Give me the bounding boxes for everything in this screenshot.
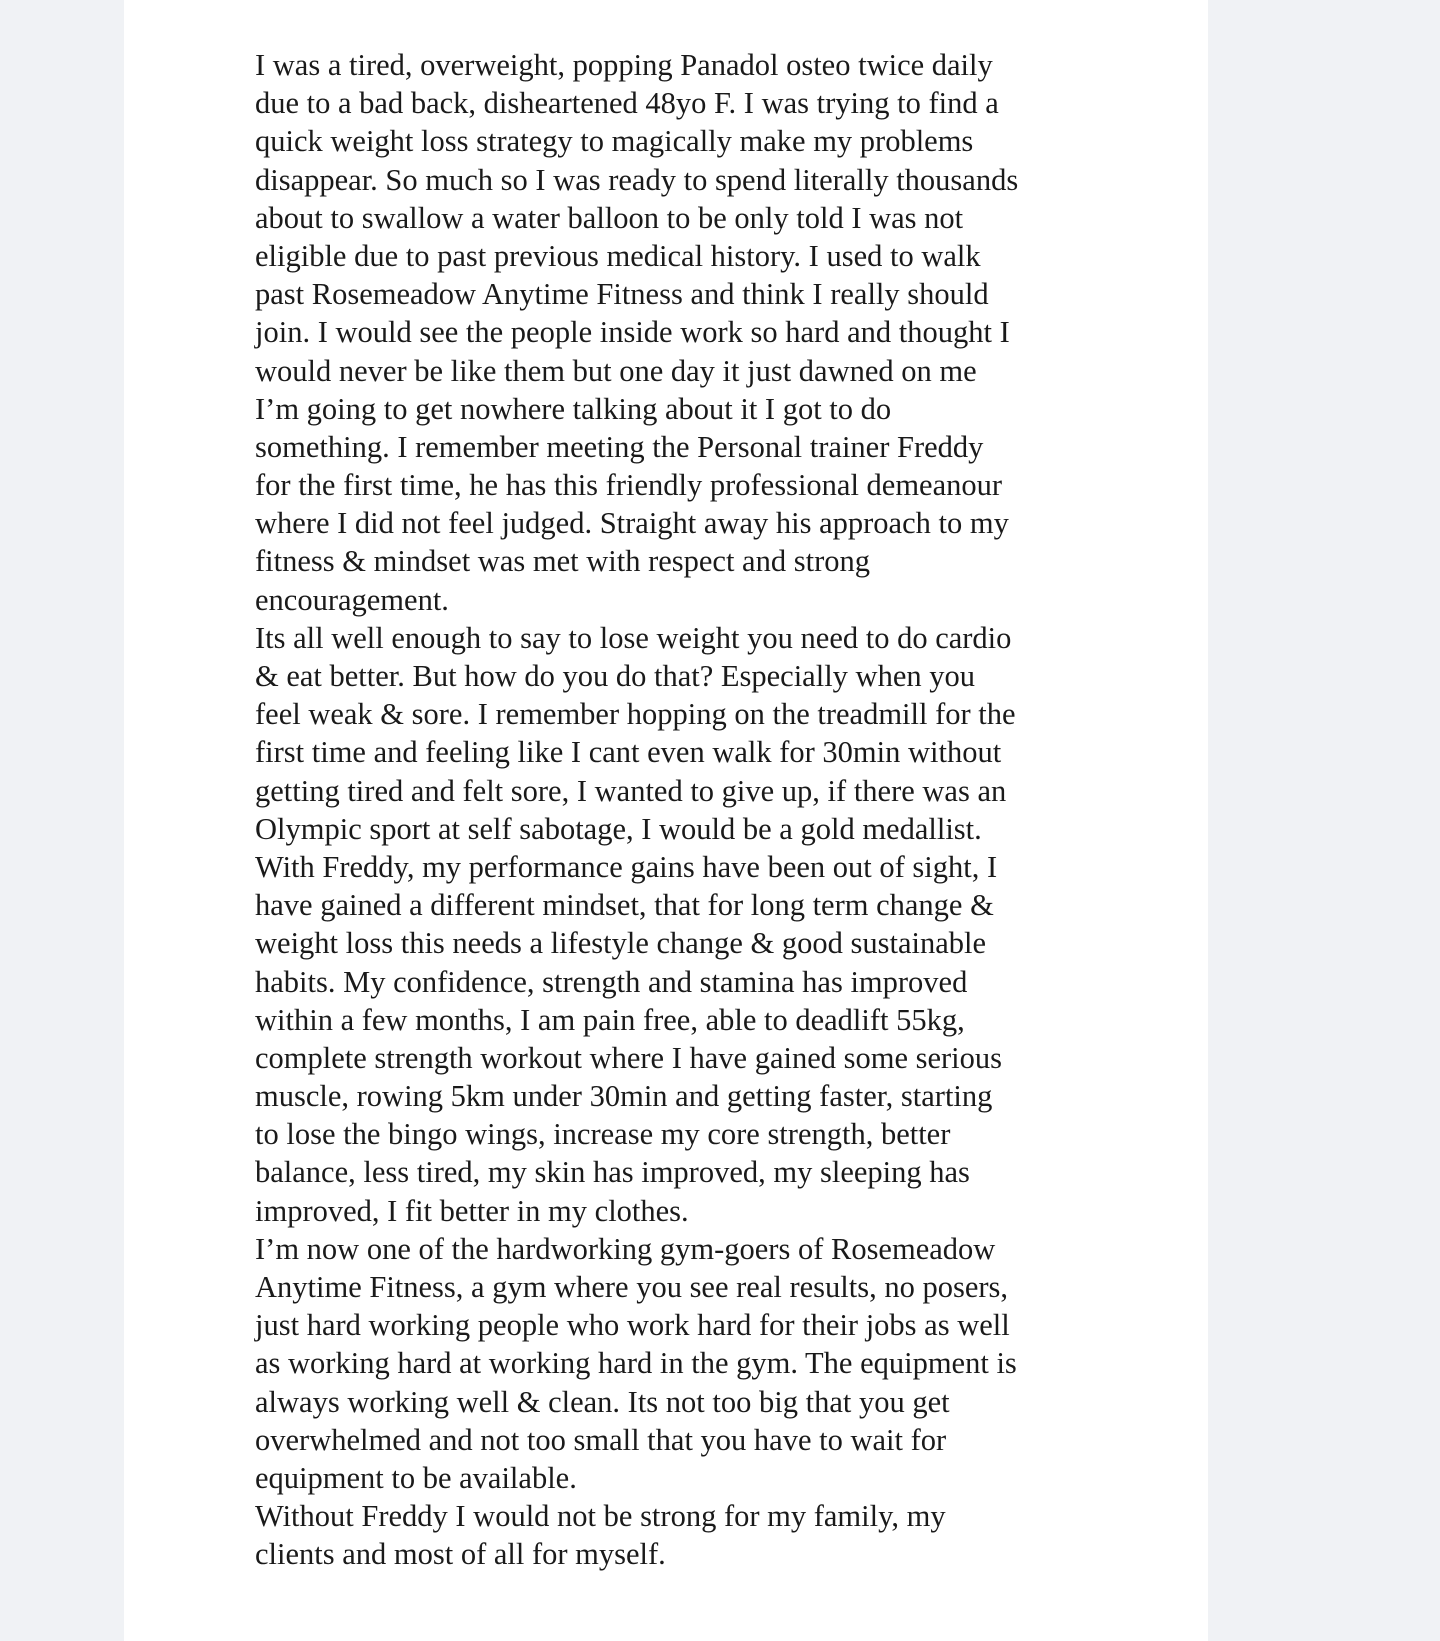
text-line: muscle, rowing 5km under 30min and getting faster, starting xyxy=(255,1079,993,1114)
text-line: With Freddy, my performance gains have been out of sight, I xyxy=(255,849,998,884)
text-line: habits. My confidence, strength and stamina has improved xyxy=(255,964,968,999)
text-line: something. I remember meeting the Personal trainer Freddy xyxy=(255,429,984,464)
text-line: to lose the bingo wings, increase my core strength, better xyxy=(255,1117,951,1152)
text-line: I’m now one of the hardworking gym-goers of Rosemeadow xyxy=(255,1231,996,1266)
text-line: past Rosemeadow Anytime Fitness and think I really should xyxy=(255,277,989,312)
text-line: feel weak & sore. I remember hopping on the treadmill for the xyxy=(255,697,1016,732)
text-line: weight loss this needs a lifestyle change & good sustainable xyxy=(255,926,987,961)
text-line: for the first time, he has this friendly professional demeanour xyxy=(255,468,1003,503)
testimonial-text xyxy=(255,46,1095,1574)
text-line: quick weight loss strategy to magically make my problems xyxy=(255,124,974,159)
text-line: balance, less tired, my skin has improved, my sleeping has xyxy=(255,1155,970,1190)
text-line: have gained a different mindset, that for long term change & xyxy=(255,888,994,923)
text-line: & eat better. But how do you do that? Especially when you xyxy=(255,659,975,693)
text-line: getting tired and felt sore, I wanted to give up, if there was an xyxy=(255,773,1007,808)
text-line: complete strength workout where I have gained some serious xyxy=(255,1040,1003,1075)
text-line: just hard working people who work hard for their jobs as well xyxy=(255,1308,1010,1343)
text-line: encouragement. xyxy=(255,582,449,617)
text-line: fitness & mindset was met with respect and strong xyxy=(255,544,870,579)
text-line: first time and feeling like I cant even walk for 30min without xyxy=(255,735,1002,770)
text-line: I was a tired, overweight, popping Panadol osteo twice daily xyxy=(255,48,993,82)
text-line: clients and most of all for myself. xyxy=(255,1537,666,1572)
text-line: within a few months, I am pain free, able to deadlift 55kg, xyxy=(255,1002,965,1037)
text-line: eligible due to past previous medical history. I used to walk xyxy=(255,238,981,273)
text-line: due to a bad back, disheartened 48yo F. I was trying to find a xyxy=(255,86,999,121)
text-line: improved, I fit better in my clothes. xyxy=(255,1193,689,1228)
text-line: Anytime Fitness, a gym where you see real results, no posers, xyxy=(255,1270,1009,1304)
text-line: where I did not feel judged. Straight away his approach to my xyxy=(255,506,1009,541)
text-line: disappear. So much so I was ready to spend literally thousands xyxy=(255,162,1019,197)
text-line: always working well & clean. Its not too big that you get xyxy=(255,1384,950,1419)
text-line: Without Freddy I would not be strong for my family, my xyxy=(255,1499,946,1534)
text-line: join. I would see the people inside work so hard and thought I xyxy=(255,315,1010,350)
text-line: would never be like them but one day it just dawned on me xyxy=(255,353,977,388)
document-page xyxy=(124,0,1208,1641)
text-line: overwhelmed and not too small that you have to wait for xyxy=(255,1422,947,1457)
text-line: Olympic sport at self sabotage, I would be a gold medallist. xyxy=(255,811,982,846)
text-line: as working hard at working hard in the gym. The equipment is xyxy=(255,1346,1017,1381)
text-line: Its all well enough to say to lose weight you need to do cardio xyxy=(255,620,1012,655)
text-line: I’m going to get nowhere talking about it I got to do xyxy=(255,391,892,426)
text-line: about to swallow a water balloon to be only told I was not xyxy=(255,200,964,235)
text-line: equipment to be available. xyxy=(255,1460,577,1495)
